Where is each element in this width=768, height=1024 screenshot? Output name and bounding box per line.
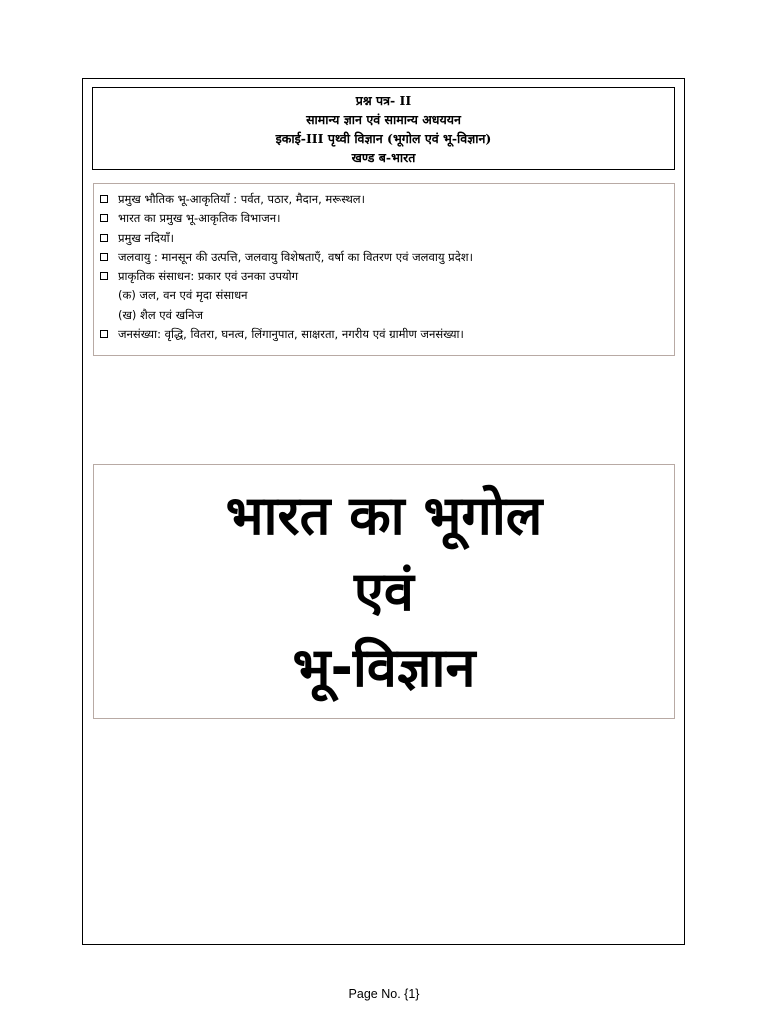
paper-number: प्रश्न पत्र- II xyxy=(355,92,412,108)
topic-text: प्राकृतिक संसाधन: प्रकार एवं उनका उपयोग xyxy=(118,269,299,284)
topic-text: जलवायु : मानसून की उत्पत्ति, जलवायु विशेषताएँ, वर्षा का वितरण एवं जलवायु प्रदेश। xyxy=(118,249,473,264)
topic-text: प्रमुख नदियाँ। xyxy=(118,230,174,245)
checkbox-bullet-icon xyxy=(100,214,108,222)
topic-item xyxy=(118,325,674,344)
title-line-1: भारत का भूगोल xyxy=(225,483,543,547)
topic-text: भारत का प्रमुख भू-आकृतिक विभाजन। xyxy=(118,211,281,226)
section-title: खण्ड ब-भारत xyxy=(351,149,416,165)
topic-item xyxy=(118,209,674,228)
checkbox-bullet-icon xyxy=(100,234,108,242)
topic-item xyxy=(118,190,674,209)
checkbox-bullet-icon xyxy=(100,272,108,280)
title-line-3: भू-विज्ञान xyxy=(292,635,476,699)
subtopic-text: (क) जल, वन एवं मृदा संसाधन xyxy=(118,288,248,303)
paper-header xyxy=(92,87,675,170)
topic-item xyxy=(118,267,674,286)
page-number: Page No. {1} xyxy=(348,987,420,1001)
topic-item xyxy=(118,248,674,267)
title-line-2: एवं xyxy=(354,559,414,623)
checkbox-bullet-icon xyxy=(100,195,108,203)
subtopic-item xyxy=(118,306,674,325)
checkbox-bullet-icon xyxy=(100,330,108,338)
syllabus-topics xyxy=(93,183,675,356)
topic-item xyxy=(118,229,674,248)
checkbox-bullet-icon xyxy=(100,253,108,261)
topic-text: जनसंख्या: वृद्धि, वितरा, घनत्व, लिंगानुपात, साक्षरता, नगरीय एवं ग्रामीण जनसंख्या। xyxy=(118,327,464,342)
unit-title: इकाई-III पृथ्वी विज्ञान (भूगोल एवं भू-विज्ञान) xyxy=(275,130,492,146)
book-title xyxy=(93,464,675,719)
subtopic-text: (ख) शैल एवं खनिज xyxy=(118,307,204,322)
topic-text: प्रमुख भौतिक भू-आकृतियाँ : पर्वत, पठार, मैदान, मरूस्थल। xyxy=(118,192,365,206)
subtopic-item xyxy=(118,286,674,305)
paper-subject: सामान्य ज्ञान एवं सामान्य अधययन xyxy=(306,111,461,127)
